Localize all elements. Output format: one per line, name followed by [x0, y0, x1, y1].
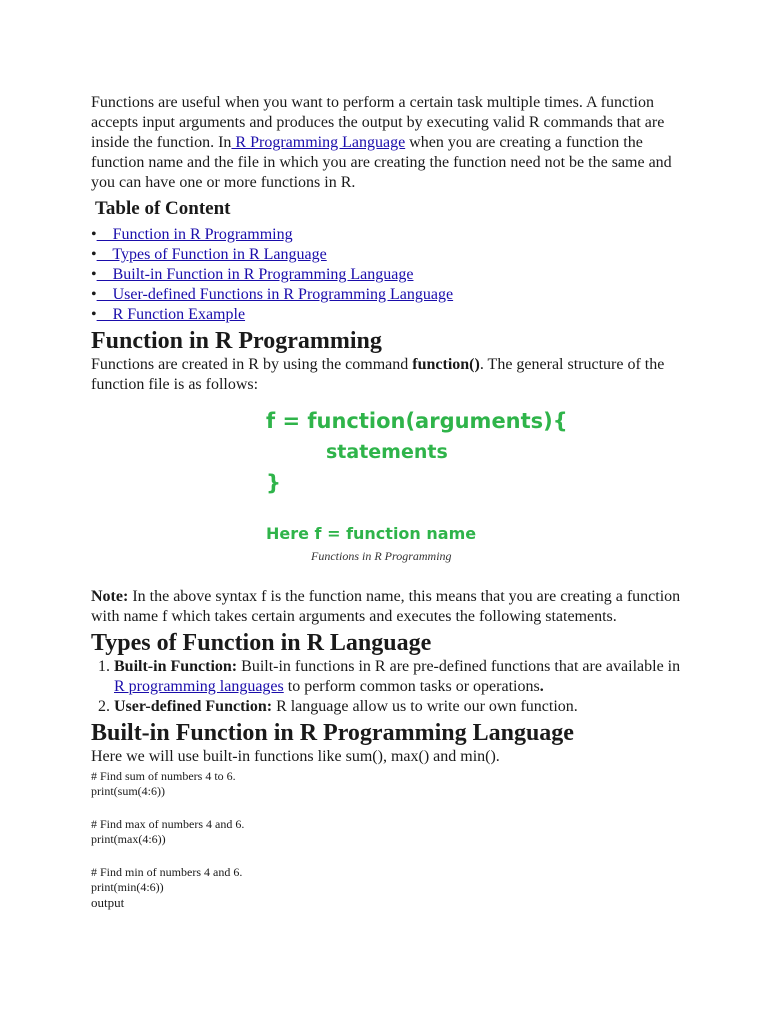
section-heading-types-of-function: Types of Function in R Language [91, 630, 432, 656]
intro-paragraph [91, 93, 681, 193]
code-line: # Find max of numbers 4 and 6. [91, 817, 245, 831]
list-item-user-defined [114, 697, 681, 717]
list-item-built-in [114, 657, 681, 697]
toc-bullet: • [91, 226, 97, 243]
toc-item [91, 305, 681, 325]
figure-line-statements: statements [326, 441, 448, 463]
code-line: print(min(4:6)) [91, 880, 164, 894]
toc-link-types-of-function[interactable]: Types of Function in R Language [96, 246, 327, 263]
code-line: # Find min of numbers 4 and 6. [91, 865, 243, 879]
toc-item [91, 265, 681, 285]
toc-bullet: • [91, 246, 97, 263]
toc-title: Table of Content [95, 198, 231, 219]
toc-link-built-in-function[interactable]: Built-in Function in R Programming Language [96, 266, 414, 283]
toc-bullet: • [91, 306, 97, 323]
toc-link-user-defined-functions[interactable]: User-defined Functions in R Programming Language [96, 286, 454, 303]
section-heading-built-in-function: Built-in Function in R Programming Language [91, 720, 574, 746]
section-heading-function-in-r: Function in R Programming [91, 328, 382, 354]
note-text: In the above syntax f is the function name, this means that you are creating a function with name f which takes certain arguments and executes the following statements. [91, 588, 681, 625]
section3-paragraph: Here we will use built-in functions like sum(), max() and min(). [91, 748, 500, 765]
article-content [91, 93, 681, 911]
toc-item [91, 225, 681, 245]
section1-text-before: Functions are created in R by using the command [91, 356, 413, 373]
section1-text-after: . The general structure of the function file is as follows: [91, 356, 665, 393]
intro-text-before: Functions are useful when you want to perform a certain task multiple times. A function accepts input arguments and produces the output by executing valid R commands that are inside the function. In [91, 94, 665, 151]
toc-bullet: • [91, 286, 97, 303]
list-item-end: . [539, 678, 544, 695]
output-label: output [91, 895, 125, 910]
types-list [91, 657, 681, 717]
code-gap [91, 847, 681, 865]
list-item-text: R language allow us to write our own function. [272, 698, 578, 715]
note-label: Note: [91, 588, 129, 605]
note-paragraph [91, 587, 681, 627]
figure-caption: Functions in R Programming [311, 549, 452, 563]
toc-item [91, 285, 681, 305]
figure-line-signature: f = function(arguments){ [266, 409, 568, 433]
r-programming-languages-link[interactable]: R programming languages [114, 678, 284, 695]
figure-line-function-name: Here f = function name [266, 524, 477, 543]
section1-paragraph [91, 355, 681, 395]
code-gap [91, 799, 681, 817]
toc-link-r-function-example[interactable]: R Function Example [96, 306, 246, 323]
toc-link-function-in-r[interactable]: Function in R Programming [96, 226, 293, 243]
figure-line-close-brace: } [266, 471, 281, 495]
list-item-text: Built-in functions in R are pre-defined functions that are available in [237, 658, 681, 675]
function-keyword: function() [412, 356, 480, 373]
toc-list [91, 225, 681, 325]
code-block [91, 769, 681, 895]
intro-text-after: when you are creating a function the function name and the file in which you are creating the function need not be the same and you can have one or more functions in R. [91, 134, 672, 191]
toc-item [91, 245, 681, 265]
list-item-label: User-defined Function: [114, 698, 273, 715]
r-programming-language-link[interactable]: R Programming Language [231, 134, 406, 151]
toc-bullet: • [91, 266, 97, 283]
list-item-text-after: to perform common tasks or operations [283, 678, 540, 695]
function-syntax-figure [91, 395, 681, 577]
code-line: print(max(4:6)) [91, 832, 166, 846]
code-line: # Find sum of numbers 4 to 6. [91, 769, 236, 783]
code-line: print(sum(4:6)) [91, 784, 165, 798]
list-item-label: Built-in Function: [114, 658, 238, 675]
